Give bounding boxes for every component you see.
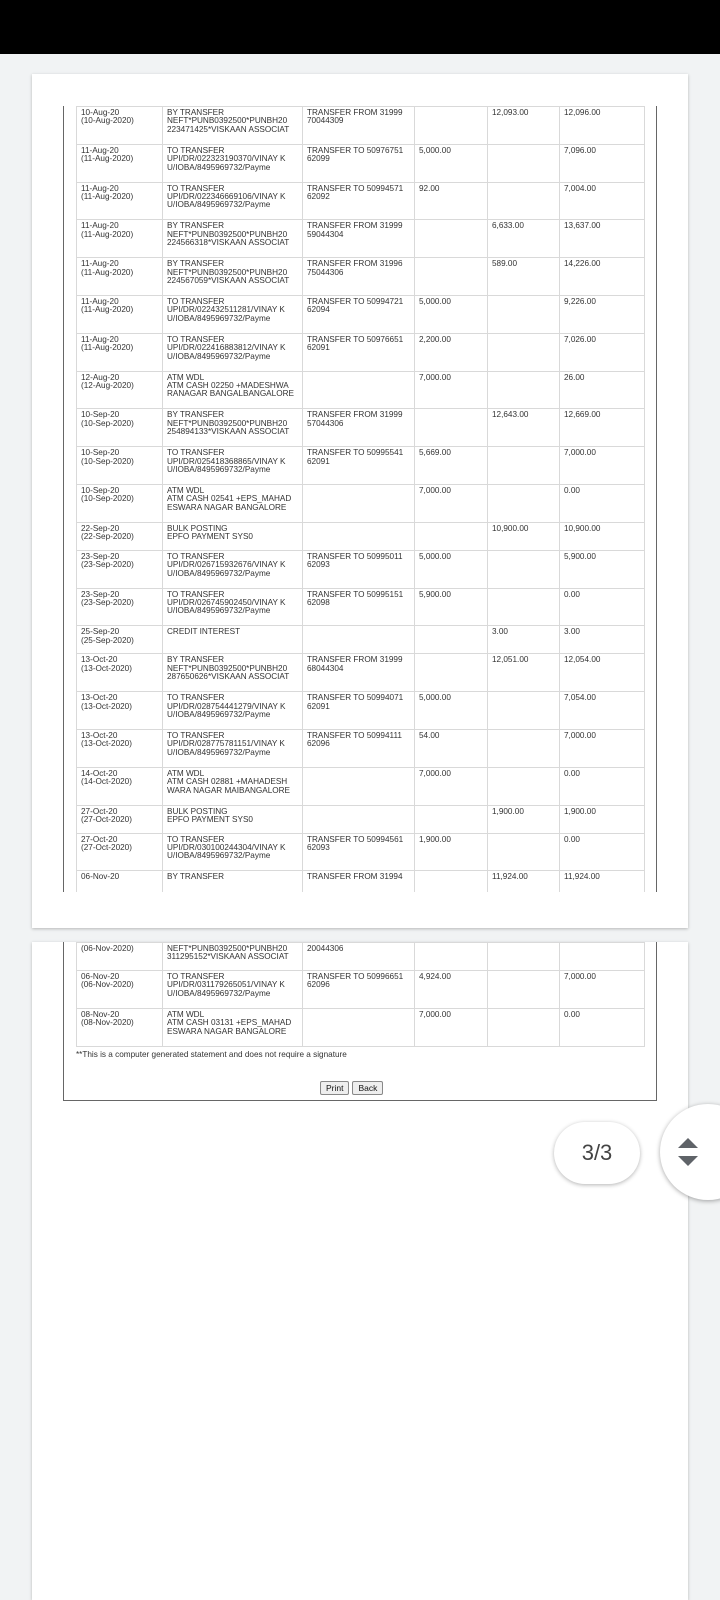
status-bar bbox=[0, 0, 720, 54]
reference-cell bbox=[303, 626, 415, 654]
balance-cell: 11,924.00 bbox=[560, 871, 645, 892]
txn-date-cell: 13-Oct-20 (13-Oct-2020) bbox=[77, 729, 163, 767]
txn-date-cell: 23-Sep-20 (23-Sep-2020) bbox=[77, 588, 163, 626]
balance-cell: 7,054.00 bbox=[560, 692, 645, 730]
balance-cell: 7,096.00 bbox=[560, 144, 645, 182]
reference-cell: TRANSFER TO 50976751 62099 bbox=[303, 144, 415, 182]
debit-cell bbox=[415, 522, 488, 550]
txn-date-cell: 11-Aug-20 (11-Aug-2020) bbox=[77, 258, 163, 296]
description-cell: BULK POSTING EPFO PAYMENT SYS0 bbox=[163, 522, 303, 550]
txn-date-cell: 23-Sep-20 (23-Sep-2020) bbox=[77, 550, 163, 588]
debit-cell: 5,000.00 bbox=[415, 144, 488, 182]
statement-table-container bbox=[63, 942, 657, 1101]
statement-table-container bbox=[63, 106, 657, 892]
description-cell: TO TRANSFER UPI/DR/028754441279/VINAY K U/IOBA/8495969732/Payme bbox=[163, 692, 303, 730]
txn-date-cell: 10-Sep-20 (10-Sep-2020) bbox=[77, 484, 163, 522]
credit-cell bbox=[488, 1008, 560, 1046]
credit-cell bbox=[488, 182, 560, 220]
debit-cell bbox=[415, 654, 488, 692]
debit-cell bbox=[415, 258, 488, 296]
txn-date-cell: 10-Sep-20 (10-Sep-2020) bbox=[77, 409, 163, 447]
txn-date-cell: 13-Oct-20 (13-Oct-2020) bbox=[77, 692, 163, 730]
reference-cell: TRANSFER FROM 31999 57044306 bbox=[303, 409, 415, 447]
reference-cell bbox=[303, 1008, 415, 1046]
credit-cell bbox=[488, 550, 560, 588]
credit-cell: 11,924.00 bbox=[488, 871, 560, 892]
description-cell: TO TRANSFER UPI/DR/025418368865/VINAY K U/IOBA/8495969732/Payme bbox=[163, 447, 303, 485]
reference-cell: TRANSFER TO 50996651 62096 bbox=[303, 971, 415, 1009]
reference-cell: TRANSFER FROM 31994 bbox=[303, 871, 415, 892]
table-row bbox=[77, 871, 645, 892]
balance-cell: 7,000.00 bbox=[560, 971, 645, 1009]
description-cell: TO TRANSFER UPI/DR/026745902450/VINAY K U/IOBA/8495969732/Payme bbox=[163, 588, 303, 626]
balance-cell: 0.00 bbox=[560, 1008, 645, 1046]
credit-cell bbox=[488, 767, 560, 805]
chevron-down-icon bbox=[678, 1156, 698, 1166]
credit-cell bbox=[488, 588, 560, 626]
table-row bbox=[77, 522, 645, 550]
reference-cell: 20044306 bbox=[303, 943, 415, 971]
balance-cell: 3.00 bbox=[560, 626, 645, 654]
balance-cell: 12,096.00 bbox=[560, 107, 645, 145]
credit-cell bbox=[488, 692, 560, 730]
reference-cell bbox=[303, 371, 415, 409]
table-row bbox=[77, 1008, 645, 1046]
balance-cell: 26.00 bbox=[560, 371, 645, 409]
balance-cell: 0.00 bbox=[560, 767, 645, 805]
debit-cell bbox=[415, 107, 488, 145]
table-row bbox=[77, 654, 645, 692]
credit-cell bbox=[488, 484, 560, 522]
description-cell: ATM WDL ATM CASH 02541 +EPS_MAHAD ESWARA NAGAR BANGALORE bbox=[163, 484, 303, 522]
table-row bbox=[77, 409, 645, 447]
balance-cell: 7,000.00 bbox=[560, 729, 645, 767]
balance-cell: 9,226.00 bbox=[560, 295, 645, 333]
table-row bbox=[77, 333, 645, 371]
reference-cell: TRANSFER FROM 31999 70044309 bbox=[303, 107, 415, 145]
credit-cell: 12,643.00 bbox=[488, 409, 560, 447]
balance-cell: 1,900.00 bbox=[560, 805, 645, 833]
debit-cell: 7,000.00 bbox=[415, 484, 488, 522]
table-row bbox=[77, 484, 645, 522]
balance-cell: 7,026.00 bbox=[560, 333, 645, 371]
credit-cell bbox=[488, 371, 560, 409]
credit-cell bbox=[488, 833, 560, 871]
description-cell: BY TRANSFER NEFT*PUNB0392500*PUNBH20 224567059*VISKAAN ASSOCIAT bbox=[163, 258, 303, 296]
reference-cell bbox=[303, 767, 415, 805]
table-row bbox=[77, 971, 645, 1009]
credit-cell: 589.00 bbox=[488, 258, 560, 296]
txn-date-cell: 13-Oct-20 (13-Oct-2020) bbox=[77, 654, 163, 692]
reference-cell: TRANSFER TO 50994111 62096 bbox=[303, 729, 415, 767]
txn-date-cell: 11-Aug-20 (11-Aug-2020) bbox=[77, 295, 163, 333]
debit-cell bbox=[415, 805, 488, 833]
debit-cell bbox=[415, 626, 488, 654]
credit-cell bbox=[488, 971, 560, 1009]
debit-cell: 4,924.00 bbox=[415, 971, 488, 1009]
description-cell: ATM WDL ATM CASH 02881 +MAHADESH WARA NAGAR MAIBANGALORE bbox=[163, 767, 303, 805]
reference-cell: TRANSFER TO 50994561 62093 bbox=[303, 833, 415, 871]
description-cell: TO TRANSFER UPI/DR/026715932676/VINAY K U/IOBA/8495969732/Payme bbox=[163, 550, 303, 588]
table-row bbox=[77, 626, 645, 654]
description-cell: CREDIT INTEREST bbox=[163, 626, 303, 654]
credit-cell: 12,051.00 bbox=[488, 654, 560, 692]
txn-date-cell: (06-Nov-2020) bbox=[77, 943, 163, 971]
credit-cell bbox=[488, 447, 560, 485]
balance-cell: 7,000.00 bbox=[560, 447, 645, 485]
debit-cell bbox=[415, 220, 488, 258]
table-row bbox=[77, 550, 645, 588]
txn-date-cell: 06-Nov-20 (06-Nov-2020) bbox=[77, 971, 163, 1009]
reference-cell bbox=[303, 484, 415, 522]
debit-cell bbox=[415, 943, 488, 971]
debit-cell: 54.00 bbox=[415, 729, 488, 767]
credit-cell: 6,633.00 bbox=[488, 220, 560, 258]
credit-cell bbox=[488, 144, 560, 182]
reference-cell: TRANSFER FROM 31999 59044304 bbox=[303, 220, 415, 258]
credit-cell bbox=[488, 295, 560, 333]
pdf-page-2 bbox=[32, 74, 688, 928]
description-cell: BY TRANSFER NEFT*PUNB0392500*PUNBH20 287650626*VISKAAN ASSOCIAT bbox=[163, 654, 303, 692]
table-row bbox=[77, 220, 645, 258]
txn-date-cell: 22-Sep-20 (22-Sep-2020) bbox=[77, 522, 163, 550]
description-cell: BY TRANSFER NEFT*PUNB0392500*PUNBH20 224566318*VISKAAN ASSOCIAT bbox=[163, 220, 303, 258]
table-row bbox=[77, 258, 645, 296]
back-button[interactable]: Back bbox=[352, 1081, 383, 1095]
debit-cell: 7,000.00 bbox=[415, 371, 488, 409]
credit-cell bbox=[488, 943, 560, 971]
description-cell: ATM WDL ATM CASH 02250 +MADESHWA RANAGAR BANGALBANGALORE bbox=[163, 371, 303, 409]
description-cell: TO TRANSFER UPI/DR/028775781151/VINAY K U/IOBA/8495969732/Payme bbox=[163, 729, 303, 767]
debit-cell: 2,200.00 bbox=[415, 333, 488, 371]
credit-cell: 3.00 bbox=[488, 626, 560, 654]
txn-date-cell: 11-Aug-20 (11-Aug-2020) bbox=[77, 182, 163, 220]
statement-footnote: **This is a computer generated statement and does not require a signature bbox=[76, 1050, 347, 1059]
table-row bbox=[77, 182, 645, 220]
table-row bbox=[77, 767, 645, 805]
debit-cell: 5,900.00 bbox=[415, 588, 488, 626]
balance-cell: 7,004.00 bbox=[560, 182, 645, 220]
description-cell: TO TRANSFER UPI/DR/022416883812/VINAY K U/IOBA/8495969732/Payme bbox=[163, 333, 303, 371]
description-cell: TO TRANSFER UPI/DR/022323190370/VINAY K U/IOBA/8495969732/Payme bbox=[163, 144, 303, 182]
credit-cell: 12,093.00 bbox=[488, 107, 560, 145]
txn-date-cell: 08-Nov-20 (08-Nov-2020) bbox=[77, 1008, 163, 1046]
description-cell: BULK POSTING EPFO PAYMENT SYS0 bbox=[163, 805, 303, 833]
description-cell: ATM WDL ATM CASH 03131 +EPS_MAHAD ESWARA NAGAR BANGALORE bbox=[163, 1008, 303, 1046]
table-row bbox=[77, 295, 645, 333]
txn-date-cell: 10-Aug-20 (10-Aug-2020) bbox=[77, 107, 163, 145]
txn-date-cell: 27-Oct-20 (27-Oct-2020) bbox=[77, 833, 163, 871]
txn-date-cell: 14-Oct-20 (14-Oct-2020) bbox=[77, 767, 163, 805]
action-buttons bbox=[320, 1081, 383, 1095]
txn-date-cell: 11-Aug-20 (11-Aug-2020) bbox=[77, 144, 163, 182]
debit-cell: 7,000.00 bbox=[415, 767, 488, 805]
table-row bbox=[77, 729, 645, 767]
credit-cell bbox=[488, 729, 560, 767]
page-indicator: 3/3 bbox=[554, 1122, 640, 1184]
table-row bbox=[77, 805, 645, 833]
debit-cell: 5,000.00 bbox=[415, 692, 488, 730]
debit-cell: 5,669.00 bbox=[415, 447, 488, 485]
chevron-up-icon bbox=[678, 1138, 698, 1148]
reference-cell: TRANSFER TO 50995541 62091 bbox=[303, 447, 415, 485]
table-row bbox=[77, 447, 645, 485]
reference-cell: TRANSFER TO 50995011 62093 bbox=[303, 550, 415, 588]
credit-cell: 1,900.00 bbox=[488, 805, 560, 833]
reference-cell bbox=[303, 805, 415, 833]
debit-cell bbox=[415, 871, 488, 892]
txn-date-cell: 11-Aug-20 (11-Aug-2020) bbox=[77, 220, 163, 258]
debit-cell: 7,000.00 bbox=[415, 1008, 488, 1046]
reference-cell: TRANSFER TO 50976651 62091 bbox=[303, 333, 415, 371]
debit-cell: 5,000.00 bbox=[415, 295, 488, 333]
balance-cell: 0.00 bbox=[560, 588, 645, 626]
balance-cell: 0.00 bbox=[560, 833, 645, 871]
txn-date-cell: 12-Aug-20 (12-Aug-2020) bbox=[77, 371, 163, 409]
txn-date-cell: 11-Aug-20 (11-Aug-2020) bbox=[77, 333, 163, 371]
txn-date-cell: 25-Sep-20 (25-Sep-2020) bbox=[77, 626, 163, 654]
table-row bbox=[77, 371, 645, 409]
transactions-table bbox=[76, 106, 645, 892]
credit-cell bbox=[488, 333, 560, 371]
reference-cell: TRANSFER TO 50995151 62098 bbox=[303, 588, 415, 626]
debit-cell: 1,900.00 bbox=[415, 833, 488, 871]
table-row bbox=[77, 833, 645, 871]
balance-cell bbox=[560, 943, 645, 971]
reference-cell: TRANSFER TO 50994571 62092 bbox=[303, 182, 415, 220]
debit-cell bbox=[415, 409, 488, 447]
description-cell: BY TRANSFER NEFT*PUNB0392500*PUNBH20 223471425*VISKAAN ASSOCIAT bbox=[163, 107, 303, 145]
description-cell: BY TRANSFER bbox=[163, 871, 303, 892]
table-row bbox=[77, 588, 645, 626]
table-row bbox=[77, 107, 645, 145]
reference-cell: TRANSFER FROM 31996 75044306 bbox=[303, 258, 415, 296]
balance-cell: 12,669.00 bbox=[560, 409, 645, 447]
reference-cell: TRANSFER TO 50994071 62091 bbox=[303, 692, 415, 730]
transactions-table bbox=[76, 942, 645, 1047]
balance-cell: 5,900.00 bbox=[560, 550, 645, 588]
debit-cell: 5,000.00 bbox=[415, 550, 488, 588]
description-cell: TO TRANSFER UPI/DR/022346669106/VINAY K U/IOBA/8495969732/Payme bbox=[163, 182, 303, 220]
reference-cell: TRANSFER FROM 31999 68044304 bbox=[303, 654, 415, 692]
table-row bbox=[77, 943, 645, 971]
credit-cell: 10,900.00 bbox=[488, 522, 560, 550]
table-row bbox=[77, 144, 645, 182]
description-cell: TO TRANSFER UPI/DR/030100244304/VINAY K U/IOBA/8495969732/Payme bbox=[163, 833, 303, 871]
reference-cell bbox=[303, 522, 415, 550]
balance-cell: 13,637.00 bbox=[560, 220, 645, 258]
txn-date-cell: 10-Sep-20 (10-Sep-2020) bbox=[77, 447, 163, 485]
print-button[interactable]: Print bbox=[320, 1081, 349, 1095]
balance-cell: 10,900.00 bbox=[560, 522, 645, 550]
description-cell: TO TRANSFER UPI/DR/022432511281/VINAY K U/IOBA/8495969732/Payme bbox=[163, 295, 303, 333]
debit-cell: 92.00 bbox=[415, 182, 488, 220]
pdf-page-3 bbox=[32, 942, 688, 1600]
table-row bbox=[77, 692, 645, 730]
txn-date-cell: 27-Oct-20 (27-Oct-2020) bbox=[77, 805, 163, 833]
balance-cell: 12,054.00 bbox=[560, 654, 645, 692]
balance-cell: 0.00 bbox=[560, 484, 645, 522]
balance-cell: 14,226.00 bbox=[560, 258, 645, 296]
description-cell: TO TRANSFER UPI/DR/031179265051/VINAY K U/IOBA/8495969732/Payme bbox=[163, 971, 303, 1009]
description-cell: BY TRANSFER NEFT*PUNB0392500*PUNBH20 254894133*VISKAAN ASSOCIAT bbox=[163, 409, 303, 447]
reference-cell: TRANSFER TO 50994721 62094 bbox=[303, 295, 415, 333]
description-cell: NEFT*PUNB0392500*PUNBH20 311295152*VISKAAN ASSOCIAT bbox=[163, 943, 303, 971]
txn-date-cell: 06-Nov-20 bbox=[77, 871, 163, 892]
